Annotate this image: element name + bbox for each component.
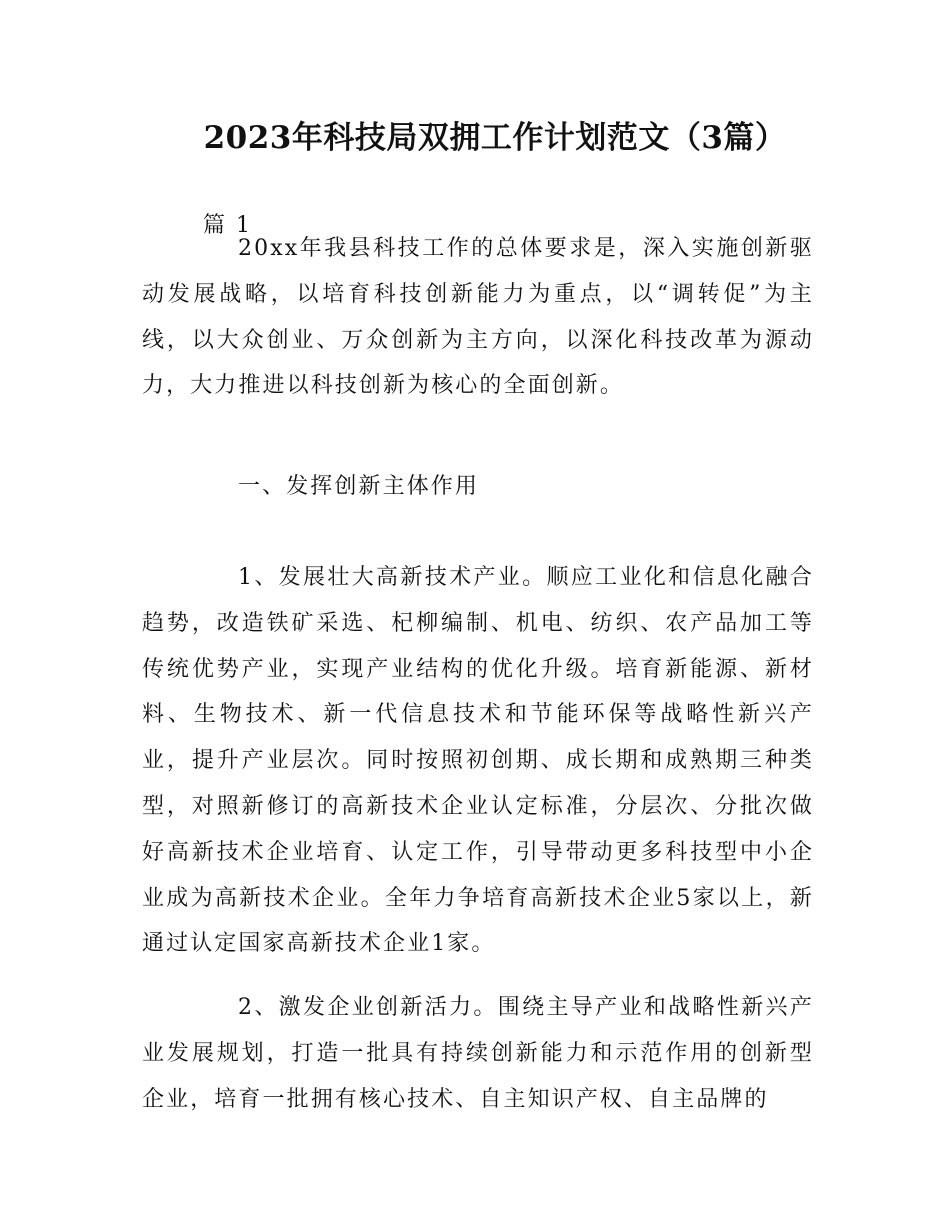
item-1-paragraph (142, 555, 814, 967)
item-2-paragraph-text: 2、激发企业创新活力。围绕主导产业和战略性新兴产业发展规划，打造一批具有持续创新能力和示范作用的创新型企业，培育一批拥有核心技术、自主知识产权、自主品牌的 (142, 995, 814, 1112)
intro-paragraph-text: 20xx年我县科技工作的总体要求是，深入实施创新驱动发展战略，以培育科技创新能力为重点，以“调转促”为主线，以大众创业、万众创新为主方向，以深化科技改革为源动力，大力推进以科技创新为核心的全面创新。 (142, 236, 814, 399)
section-heading (142, 464, 814, 510)
item-1-paragraph-text: 1、发展壮大高新技术产业。顺应工业化和信息化融合趋势，改造铁矿采选、杞柳编制、机电、纺织、农产品加工等传统优势产业，实现产业结构的优化升级。培育新能源、新材料、生物技术、新一代信息技术和节能环保等战略性新兴产业，提升产业层次。同时按照初创期、成长期和成熟期三种类型，对照新修订的高新技术企业认定标准，分层次、分批次做好高新技术企业培育、认定工作，引导带动更多科技型中小企业成为高新技术企业。全年力争培育高新技术企业5家以上，新通过认定国家高新技术企业1家。 (142, 565, 814, 957)
intro-paragraph (142, 226, 814, 409)
item-2-paragraph (142, 985, 814, 1122)
section-label: 篇 1 (203, 213, 252, 238)
document-title: 2023年科技局双拥工作计划范文（3篇） (203, 120, 787, 156)
section-heading-text: 一、发挥创新主体作用 (238, 474, 480, 499)
